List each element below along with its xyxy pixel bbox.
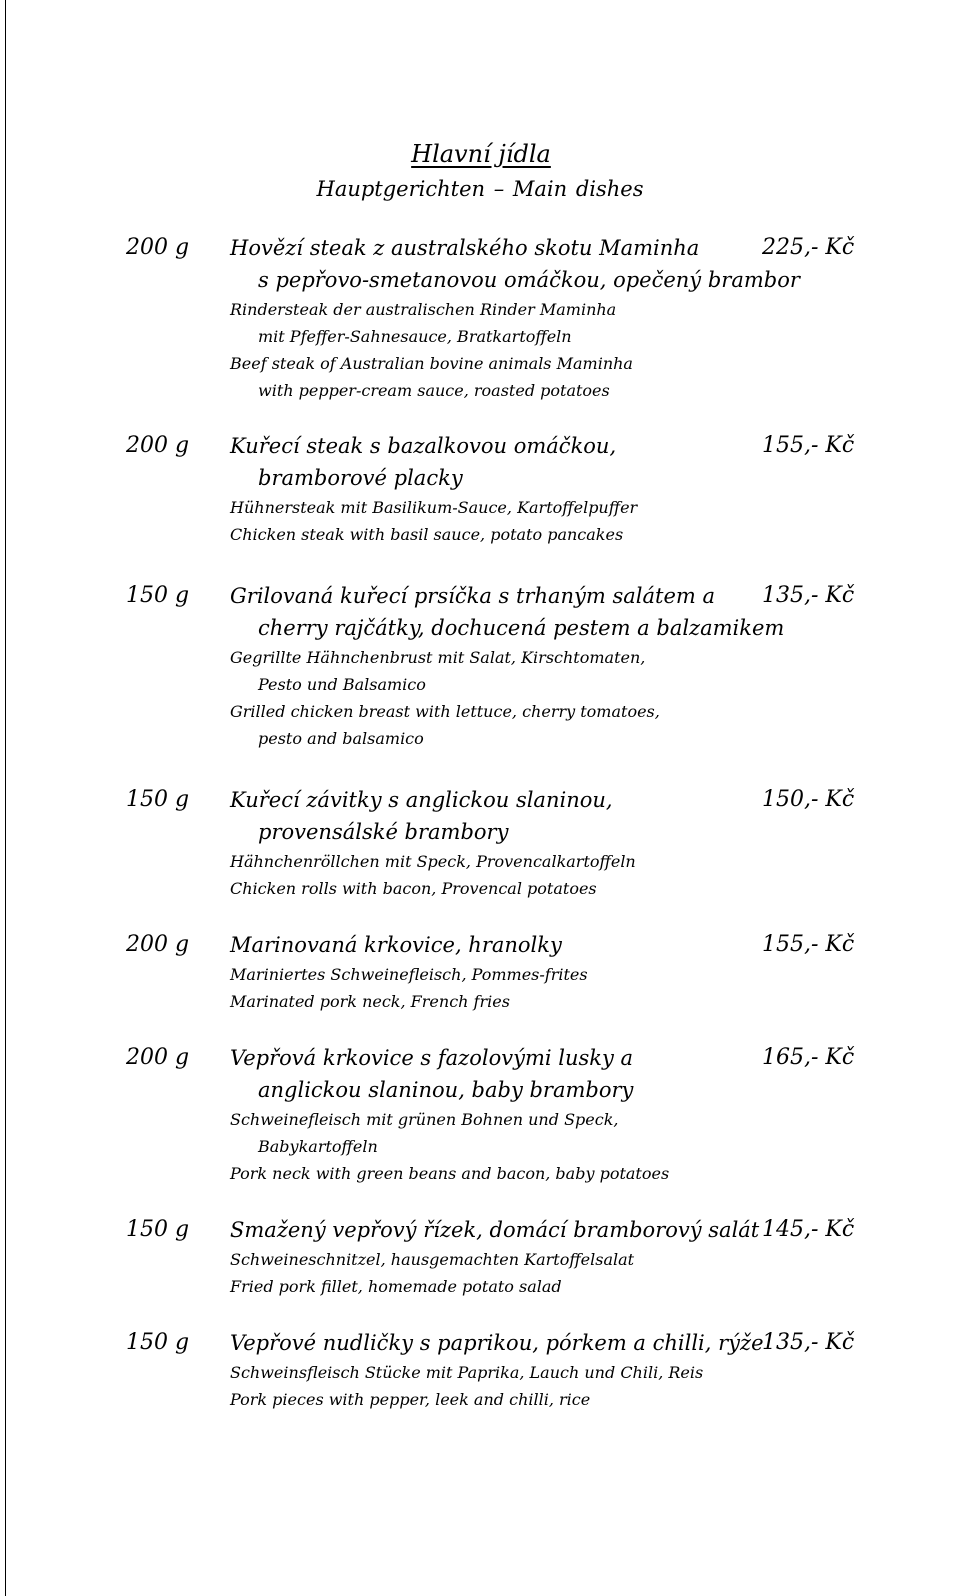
section-title: Hlavní jídla [411, 140, 551, 168]
dish-price: 135,- Kč [762, 1330, 855, 1355]
dish-name: Kuřecí steak s bazalkovou omáčkou, [230, 434, 617, 458]
dish-translation-en-continued: with pepper-cream sauce, roasted potatoes [258, 381, 610, 400]
dish-translation-en: Fried pork fillet, homemade potato salad [230, 1277, 562, 1296]
dish-text [230, 232, 800, 404]
dish-translation-en: Marinated pork neck, French fries [230, 992, 510, 1011]
dish-translation-en: Chicken rolls with bacon, Provencal potatoes [230, 879, 597, 898]
menu-header [0, 136, 960, 206]
dish-text [230, 1214, 760, 1300]
dish-translation-de: Schweinefleisch mit grünen Bohnen und Speck, [230, 1110, 619, 1129]
dish-text [230, 430, 755, 548]
dish-weight: 200 g [126, 235, 190, 260]
dish-translation-en: Grilled chicken breast with lettuce, cherry tomatoes, [230, 702, 660, 721]
dish-name-continued: cherry rajčátky, dochucená pestem a balzamikem [258, 616, 785, 640]
dish-translation-en-continued: pesto and balsamico [258, 729, 424, 748]
dish-weight: 150 g [126, 1217, 190, 1242]
dish-name: Smažený vepřový řízek, domácí bramborový salát [230, 1218, 760, 1242]
dish-translation-en: Pork pieces with pepper, leek and chilli, rice [230, 1390, 591, 1409]
dish-weight: 150 g [126, 583, 190, 608]
dish-name-continued: provensálské brambory [258, 820, 509, 844]
dish-translation-de-continued: mit Pfeffer-Sahnesauce, Bratkartoffeln [258, 327, 572, 346]
dish-name: Grilovaná kuřecí prsíčka s trhaným salátem a [230, 584, 715, 608]
dish-name-continued: anglickou slaninou, baby brambory [258, 1078, 634, 1102]
dish-text [230, 580, 785, 752]
dish-price: 135,- Kč [762, 583, 855, 608]
dish-price: 165,- Kč [762, 1045, 855, 1070]
dish-name: Kuřecí závitky s anglickou slaninou, [230, 788, 613, 812]
dish-translation-de: Gegrillte Hähnchenbrust mit Salat, Kirschtomaten, [230, 648, 646, 667]
dish-price: 145,- Kč [762, 1217, 855, 1242]
dish-name: Hovězí steak z australského skotu Maminha [230, 236, 700, 260]
dish-translation-de: Hühnersteak mit Basilikum-Sauce, Kartoffelpuffer [230, 498, 638, 517]
dish-translation-de: Rindersteak der australischen Rinder Maminha [230, 300, 617, 319]
dish-weight: 200 g [126, 433, 190, 458]
section-subtitle: Hauptgerichten – Main dishes [316, 177, 644, 201]
dish-translation-de-continued: Babykartoffeln [258, 1137, 378, 1156]
dish-name: Marinovaná krkovice, hranolky [230, 933, 562, 957]
dish-price: 155,- Kč [762, 932, 855, 957]
dish-weight: 150 g [126, 787, 190, 812]
dish-translation-de: Hähnchenröllchen mit Speck, Provencalkartoffeln [230, 852, 636, 871]
dish-name: Vepřové nudličky s paprikou, pórkem a chilli, rýže [230, 1331, 764, 1355]
dish-weight: 200 g [126, 932, 190, 957]
dish-price: 225,- Kč [762, 235, 855, 260]
dish-translation-en: Chicken steak with basil sauce, potato pancakes [230, 525, 624, 544]
dish-translation-en: Pork neck with green beans and bacon, baby potatoes [230, 1164, 670, 1183]
dish-text [230, 929, 755, 1015]
dish-text [230, 784, 755, 902]
dish-name-continued: s pepřovo-smetanovou omáčkou, opečený brambor [258, 268, 800, 292]
dish-translation-de: Schweinsfleisch Stücke mit Paprika, Lauch und Chili, Reis [230, 1363, 704, 1382]
dish-translation-de: Schweineschnitzel, hausgemachten Kartoffelsalat [230, 1250, 635, 1269]
dish-translation-en: Beef steak of Australian bovine animals Maminha [230, 354, 633, 373]
dish-weight: 200 g [126, 1045, 190, 1070]
dish-weight: 150 g [126, 1330, 190, 1355]
dish-price: 155,- Kč [762, 433, 855, 458]
dish-name: Vepřová krkovice s fazolovými lusky a [230, 1046, 634, 1070]
dish-price: 150,- Kč [762, 787, 855, 812]
left-border-line [5, 0, 6, 1596]
dish-name-continued: bramborové placky [258, 466, 463, 490]
dish-text [230, 1042, 755, 1187]
dish-translation-de: Mariniertes Schweinefleisch, Pommes-frites [230, 965, 588, 984]
dish-text [230, 1327, 764, 1413]
dish-translation-de-continued: Pesto und Balsamico [258, 675, 426, 694]
